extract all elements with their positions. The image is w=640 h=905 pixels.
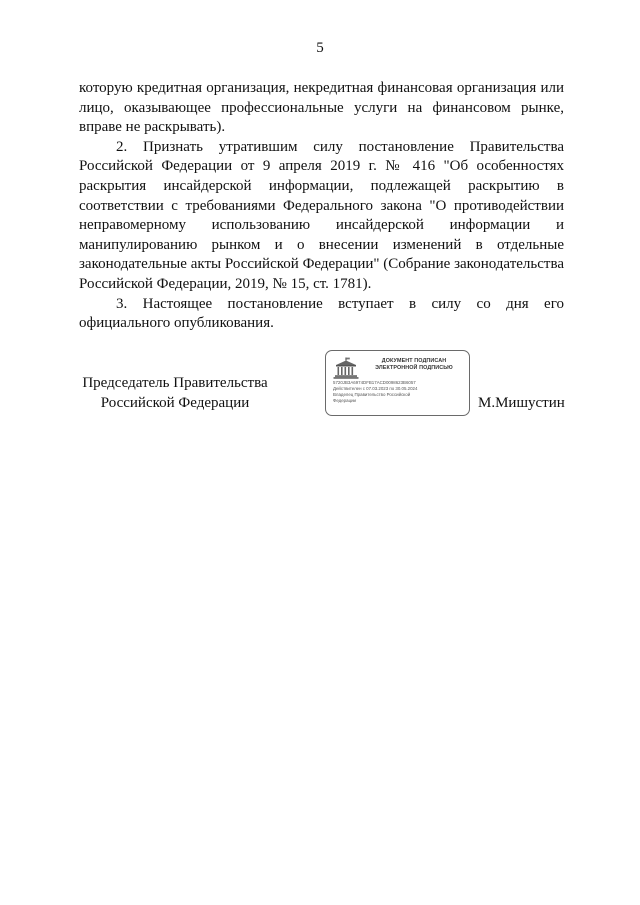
stamp-heading-line-1: ДОКУМЕНТ ПОДПИСАН xyxy=(381,358,447,364)
stamp-owner-line-1: Владелец Правительство Российской xyxy=(333,392,411,397)
stamp-certificate: 5720JB3A6974DFB17ACD0098623B6057 xyxy=(333,380,416,385)
signer-title-line-2: Российской Федерации xyxy=(100,394,250,411)
government-building-icon xyxy=(333,357,359,379)
page-number: 5 xyxy=(316,40,324,56)
paragraph-continuation: которую кредитная организация, некредитная финансовая организация или лицо, оказывающее профессиональные услуги на финансовом рынке, вправе не раскрывать). xyxy=(79,80,564,136)
paragraph-item-3: 3. Настоящее постановление вступает в силу со дня его официального опубликования. xyxy=(79,295,564,332)
stamp-heading xyxy=(362,358,466,372)
stamp-details xyxy=(333,380,467,404)
electronic-signature-stamp xyxy=(325,350,470,416)
signer-title-line-1: Председатель Правительства xyxy=(82,375,268,391)
document-body xyxy=(79,79,564,334)
stamp-owner-line-2: Федерации xyxy=(333,398,356,403)
paragraph-item-2: 2. Признать утратившим силу постановление Правительства Российской Федерации от 9 апреля 2019 г. № 416 "Об особенностях раскрытия инсайдерской информации, подлежащей раскрытию в соответствии с требованиями Федерального закона "О противодействии неправомерному использованию инсайдерской информации и манипулированию рынком и о внесении изменений в отдельные законодательные акты Российской Федерации" (Собрание законодательства Российской Федерации, 2019, № 15, ст. 1781). xyxy=(79,138,564,292)
signer-title xyxy=(60,374,290,413)
stamp-validity: Действителен с 07.03.2023 по 30.05.2024 xyxy=(333,386,418,391)
signer-name: М.Мишустин xyxy=(478,395,565,411)
stamp-heading-line-2: ЭЛЕКТРОННОЙ ПОДПИСЬЮ xyxy=(375,365,453,371)
